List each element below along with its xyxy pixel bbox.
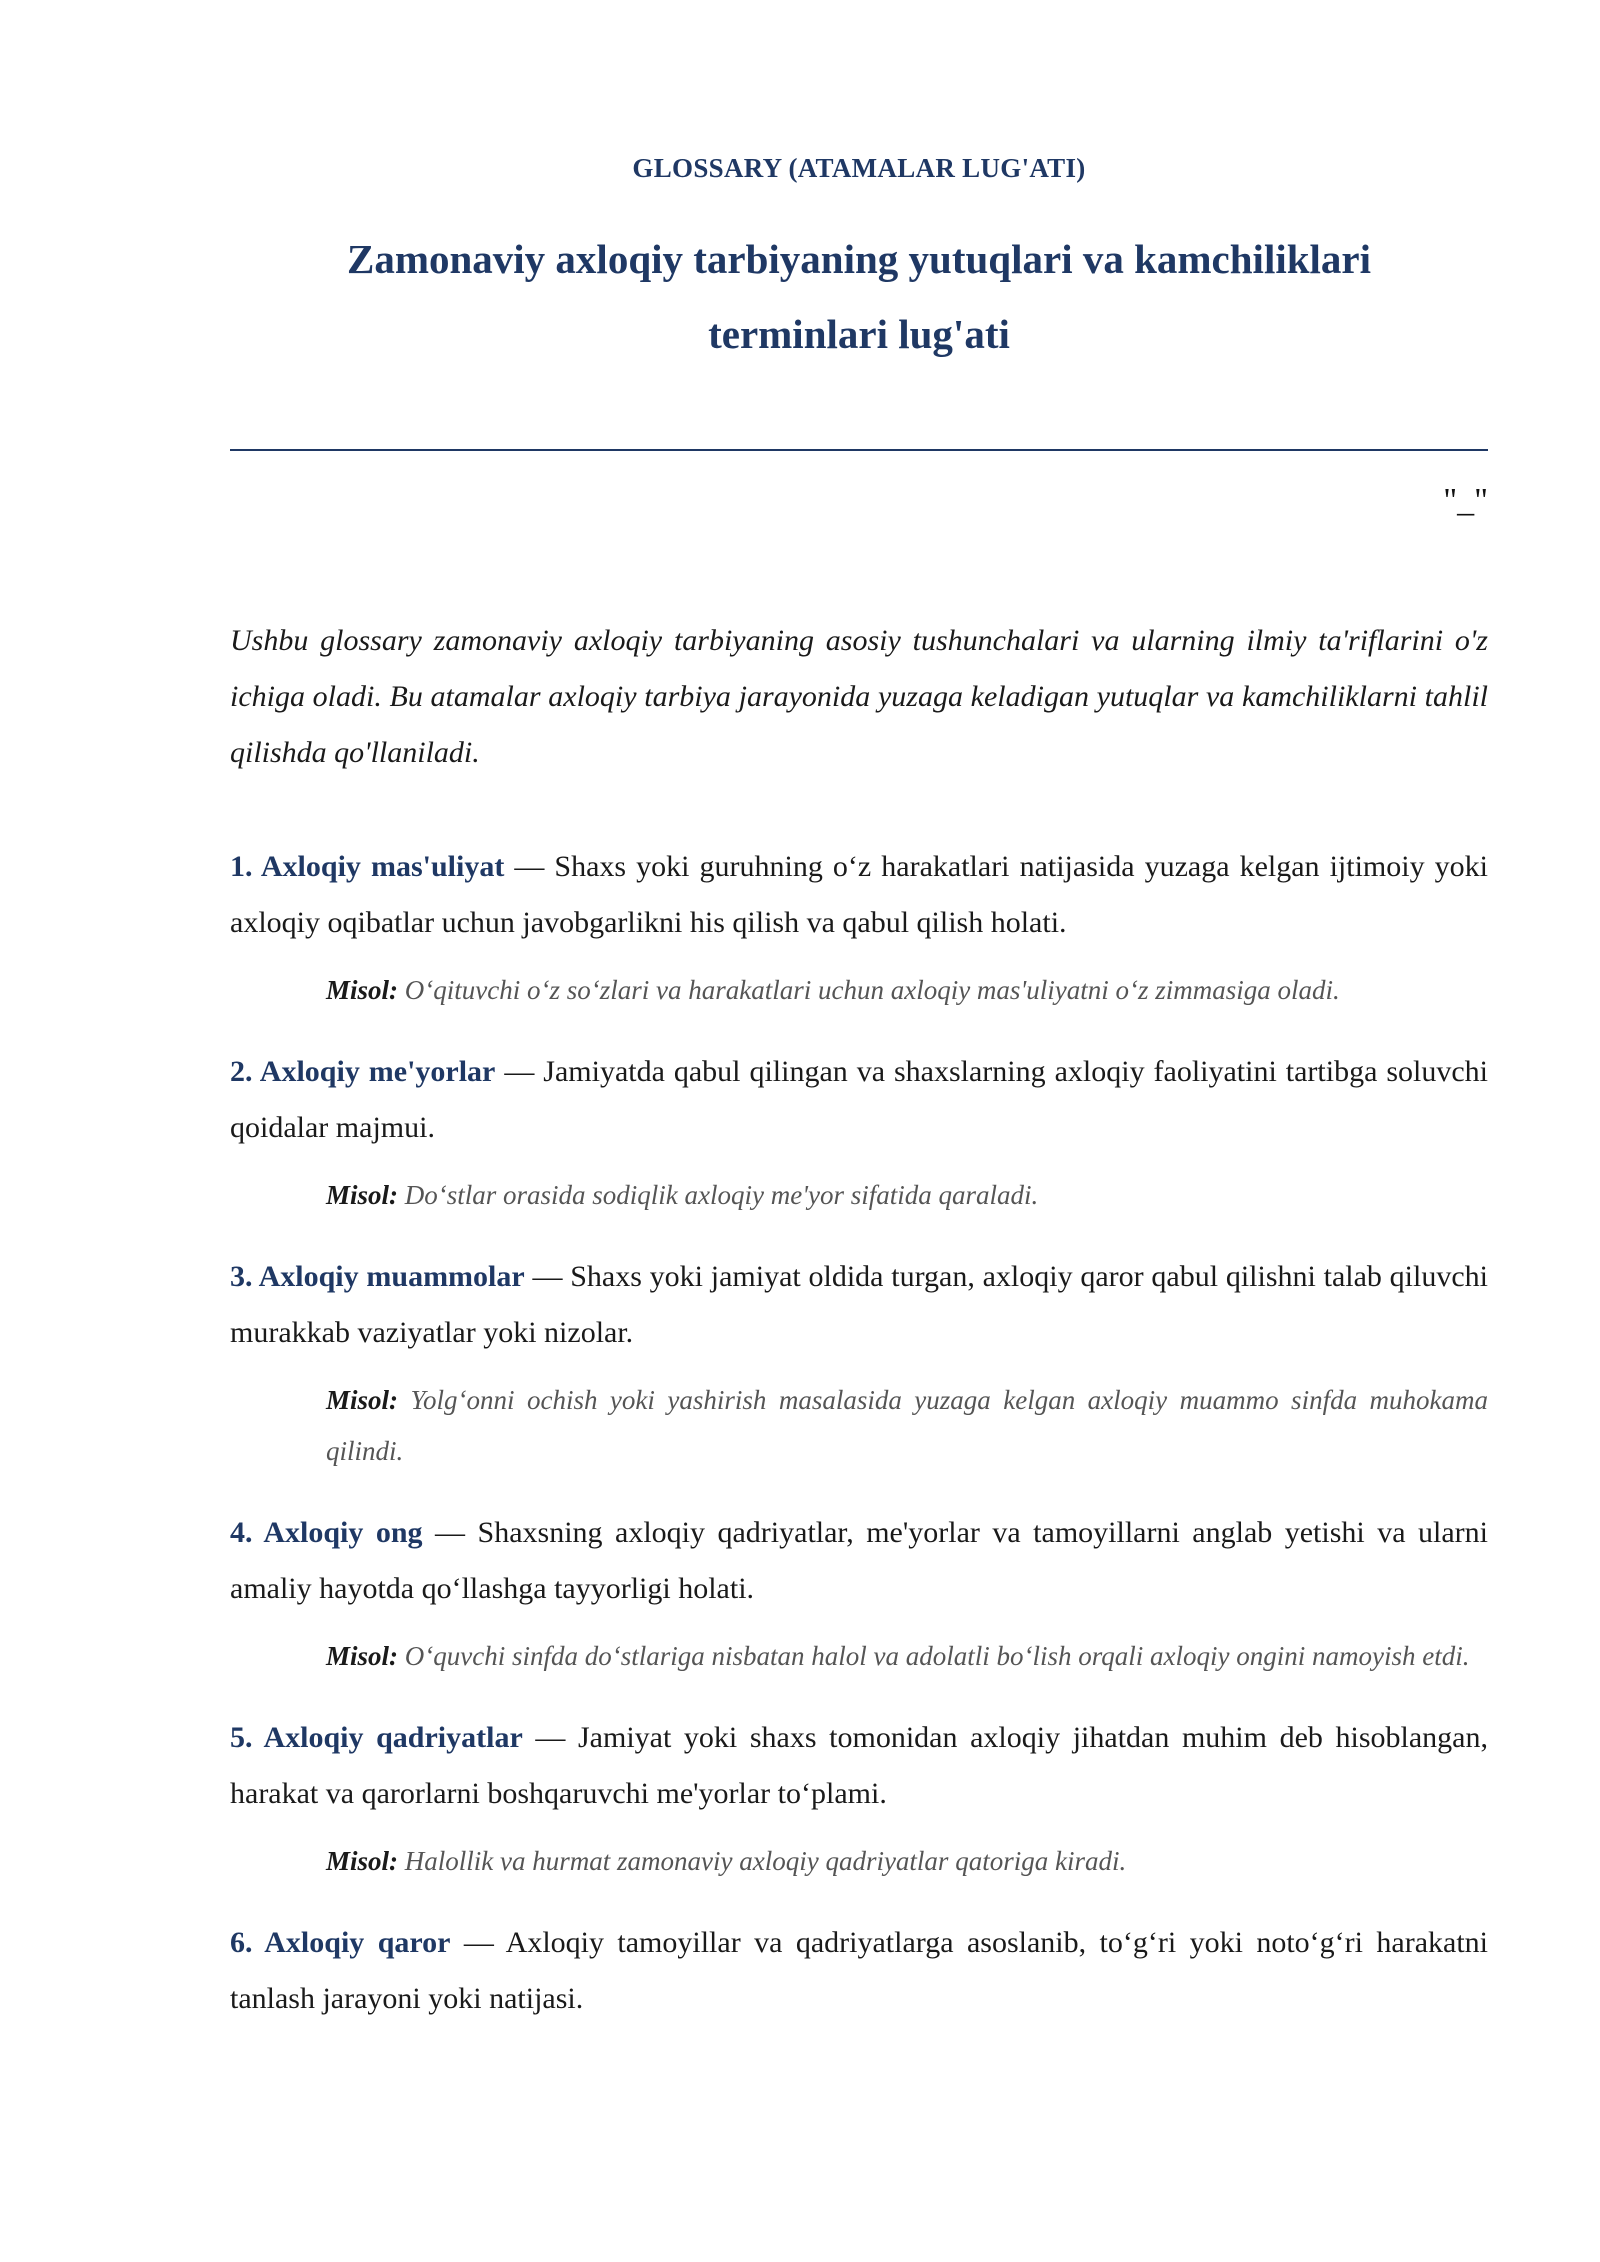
term-definition-text: Jamiyat yoki shaxs tomonidan axloqiy jihatdan muhim deb hisoblangan, harakat va qarorlarni boshqaruvchi me'yorlar toʻplami. [230,1721,1488,1810]
term-dash: — [422,1516,478,1549]
term-example [326,965,1488,1016]
term-dash: — [495,1055,544,1088]
document-overline: GLOSSARY (ATAMALAR LUG'ATI) [632,153,1086,183]
term-dash: — [524,1260,571,1293]
intro-paragraph: Ushbu glossary zamonaviy axloqiy tarbiyaning asosiy tushunchalari va ularning ilmiy ta'riflarini o'z ichiga oladi. Bu atamalar axloqiy tarbiya jarayonida yuzaga keladigan yutuqlar va kamchiliklarni tahlil qilishda qo'llaniladi. [230,624,1488,769]
example-label: Misol: [326,1180,399,1210]
term-definition [230,1249,1488,1361]
term-example [326,1836,1488,1887]
term-name: 6. Axloqiy qaror [230,1926,451,1959]
term-name: 4. Axloqiy ong [230,1516,423,1549]
term-entry [230,1044,1488,1221]
example-text: Doʻstlar orasida sodiqlik axloqiy me'yor sifatida qaraladi. [404,1180,1039,1210]
term-example [326,1375,1488,1477]
term-definition-text: Shaxs yoki jamiyat oldida turgan, axloqiy qaror qabul qilishni talab qiluvchi murakkab vaziyatlar yoki nizolar. [230,1260,1489,1349]
term-definition [230,1710,1488,1822]
term-definition-text: Shaxs yoki guruhning oʻz harakatlari natijasida yuzaga kelgan ijtimoiy yoki axloqiy oqibatlar uchun javobgarlikni his qilish va qabul qilish holati. [230,850,1488,939]
term-name: 3. Axloqiy muammolar [230,1260,525,1293]
example-text: Oʻquvchi sinfda doʻstlariga nisbatan halol va adolatli boʻlish orqali axloqiy ongini namoyish etdi. [404,1641,1470,1671]
document-page [230,0,1488,2055]
term-entry [230,1710,1488,1887]
quote-mark: "_" [1443,482,1488,519]
example-text: Halollik va hurmat zamonaviy axloqiy qadriyatlar qatoriga kiradi. [404,1846,1127,1876]
example-label: Misol: [326,1641,399,1671]
term-definition [230,1915,1488,2027]
term-entry [230,1249,1488,1477]
term-name: 5. Axloqiy qadriyatlar [230,1721,523,1754]
term-name: 2. Axloqiy me'yorlar [230,1055,496,1088]
term-definition [230,1505,1488,1617]
term-example [326,1170,1488,1221]
term-entry [230,839,1488,1016]
example-label: Misol: [326,975,399,1005]
term-dash: — [522,1721,578,1754]
term-dash: — [504,850,555,883]
example-label: Misol: [326,1385,399,1415]
term-list [230,839,1488,2027]
term-example [326,1631,1488,1682]
document-title [230,222,1488,372]
term-name: 1. Axloqiy mas'uliyat [230,850,505,883]
term-definition-text: Jamiyatda qabul qilingan va shaxslarning axloqiy faoliyatini tartibga soluvchi qoidalar majmui. [230,1055,1488,1144]
example-text: Yolgʻonni ochish yoki yashirish masalasida yuzaga kelgan axloqiy muammo sinfda muhokama qilindi. [326,1385,1489,1466]
term-definition-text: Shaxsning axloqiy qadriyatlar, me'yorlar va tamoyillarni anglab yetishi va ularni amaliy hayotda qoʻllashga tayyorligi holati. [230,1516,1488,1605]
term-entry [230,1915,1488,2027]
term-entry [230,1505,1488,1682]
horizontal-divider [230,449,1488,451]
example-label: Misol: [326,1846,399,1876]
title-line-1: Zamonaviy axloqiy tarbiyaning yutuqlari va kamchiliklari [346,236,1372,282]
term-definition [230,839,1488,951]
example-text: Oʻqituvchi oʻz soʻzlari va harakatlari uchun axloqiy mas'uliyatni oʻz zimmasiga oladi. [404,975,1340,1005]
term-definition [230,1044,1488,1156]
term-definition-text: Axloqiy tamoyillar va qadriyatlarga asoslanib, toʻgʻri yoki notoʻgʻri harakatni tanlash jarayoni yoki natijasi. [230,1926,1488,2015]
term-dash: — [450,1926,506,1959]
title-line-2: terminlari lug'ati [708,311,1010,357]
